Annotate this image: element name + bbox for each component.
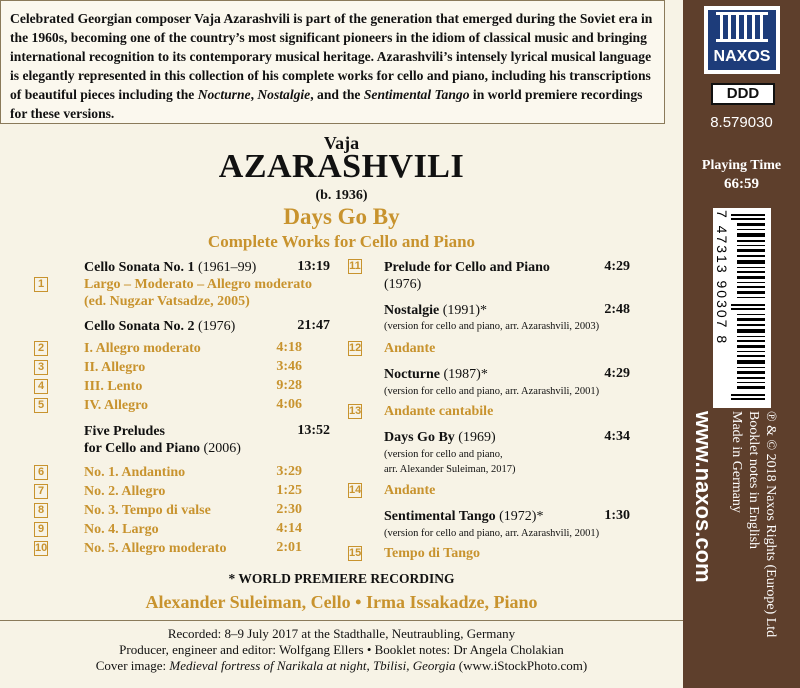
- work-heading: [384, 508, 543, 525]
- composer-first-name: Vaja: [323, 133, 360, 153]
- work-title: for Cello and Piano: [84, 441, 201, 456]
- track-number: 5: [34, 398, 48, 413]
- track-title: No. 1. Andantino: [84, 465, 186, 480]
- work-heading: [384, 429, 496, 446]
- track-title: Andante cantabile: [384, 404, 494, 419]
- work-heading: [84, 259, 256, 276]
- track-number: 8: [34, 503, 48, 518]
- credits-block: [0, 620, 683, 688]
- playing-time-label: Playing Time: [701, 158, 782, 173]
- track-title: III. Lento: [84, 379, 143, 394]
- track-number: 1: [34, 277, 48, 292]
- work-note: (version for cello and piano, arr. Azarashvili, 2001): [384, 386, 600, 397]
- composer-last-name: AZARASHVILI: [218, 148, 465, 185]
- track-time: 3:46: [276, 359, 302, 374]
- performers: Alexander Suleiman, Cello • Irma Issakadze, Piano: [145, 592, 538, 612]
- work-time: 4:29: [604, 259, 630, 274]
- track-title: No. 2. Allegro: [84, 484, 166, 499]
- track-title: Andante: [384, 483, 436, 498]
- playing-time-value: 66:59: [724, 176, 759, 192]
- intro-sep: ,: [250, 87, 258, 102]
- work-years: (1961–99): [194, 260, 257, 275]
- work-title: Nocturne: [384, 367, 440, 382]
- catalog-number: 8.579030: [710, 114, 773, 131]
- copyright-line: ℗ & © 2018 Naxos Rights (Europe) Ltd: [763, 411, 778, 638]
- track-title: II. Allegro: [84, 360, 146, 375]
- work-years: (2006): [200, 441, 241, 456]
- work-title: Prelude for Cello and Piano: [384, 260, 550, 275]
- legal-text: [728, 411, 779, 637]
- track-time: 2:01: [276, 540, 302, 555]
- track-number: 13: [349, 405, 362, 417]
- track-subtitle: (ed. Nugzar Vatsadze, 2005): [84, 294, 250, 309]
- work-time: 13:52: [297, 423, 330, 438]
- world-premiere-note: * WORLD PREMIERE RECORDING: [228, 571, 455, 586]
- track-time: 4:14: [276, 521, 302, 536]
- track-title: Tempo di Tango: [384, 546, 480, 561]
- work-time: 4:34: [604, 429, 630, 444]
- intro-nostalgie: Nostalgie: [257, 87, 311, 102]
- intro-text: Celebrated Georgian composer Vaja Azarashvili is part of the generation that emerged during the Soviet era in the 1960s, becoming one of the country’s most significant pioneers in the idiom of classical music and bringing international recognition to its contemporary musical heritage. Azarashvili’s intensely lyrical musical language is elegantly represented in this collection of his complete works for cello and piano, including his transcriptions of beautiful pieces including the: [10, 11, 653, 102]
- track-number: 6: [34, 465, 48, 480]
- track-time: 2:30: [276, 502, 302, 517]
- work-heading: [84, 440, 241, 457]
- logo-text: NAXOS: [713, 48, 771, 65]
- track-title: I. Allegro moderato: [84, 341, 201, 356]
- recorded-line: Recorded: 8–9 July 2017 at the Stadthalle, Neutraubling, Germany: [167, 626, 516, 641]
- track-title: Largo – Moderato – Allegro moderato: [84, 277, 312, 292]
- track-number: 2: [34, 341, 48, 356]
- composer-dates: (b. 1936): [315, 188, 368, 203]
- intro-text-end: in world premiere recordings for these versions.: [10, 87, 643, 121]
- work-title: Cello Sonata No. 1: [84, 260, 195, 275]
- track-title: IV. Allegro: [84, 398, 149, 413]
- track-title: No. 4. Largo: [84, 522, 159, 537]
- work-time: 2:48: [604, 302, 630, 317]
- track-number: 14: [349, 484, 362, 496]
- track-number: 15: [349, 547, 362, 559]
- track-number: 11: [349, 260, 361, 272]
- cover-title: Medieval fortress of Narikala at night, Tbilisi, Georgia: [169, 658, 456, 673]
- track-number: 12: [349, 342, 362, 354]
- intro-sep: , and the: [310, 87, 364, 102]
- intro-tango: Sentimental Tango: [363, 87, 470, 102]
- track-title: No. 5. Allegro moderato: [84, 541, 227, 556]
- track-time: 3:29: [276, 464, 302, 479]
- work-note: arr. Alexander Suleiman, 2017): [384, 464, 516, 475]
- website-url[interactable]: www.naxos.com: [691, 411, 716, 583]
- work-heading: [84, 318, 235, 335]
- track-number: 10: [35, 542, 48, 554]
- track-title: No. 3. Tempo di valse: [84, 503, 211, 518]
- work-title: Sentimental Tango: [384, 509, 496, 524]
- work-time: 13:19: [297, 259, 330, 274]
- producer-line: Producer, engineer and editor: Wolfgang Ellers • Booklet notes: Dr Angela Cholakian: [119, 642, 564, 657]
- ddd-badge: DDD: [711, 83, 775, 105]
- work-years: (1976): [384, 277, 422, 292]
- work-time: 1:30: [604, 508, 630, 523]
- track-time: 4:06: [276, 397, 302, 412]
- album-title: Days Go By: [283, 204, 400, 229]
- work-time: 4:29: [604, 366, 630, 381]
- work-title: Nostalgie: [384, 303, 440, 318]
- work-title: Days Go By: [384, 430, 455, 445]
- track-time: 1:25: [276, 483, 302, 498]
- cover-source: (www.iStockPhoto.com): [455, 658, 588, 673]
- track-time: 9:28: [276, 378, 302, 393]
- work-note: (version for cello and piano, arr. Azarashvili, 2003): [384, 321, 600, 332]
- work-heading: [384, 302, 487, 319]
- cover-line: [0, 658, 683, 674]
- work-years: (1991)*: [439, 303, 488, 318]
- work-years: (1976): [194, 319, 236, 334]
- work-title: Five Preludes: [84, 424, 166, 439]
- work-heading: [384, 366, 488, 383]
- intro-text-box: [0, 0, 665, 124]
- track-title: Andante: [384, 341, 436, 356]
- work-note: (version for cello and piano,: [384, 449, 503, 460]
- cover-label: Cover image:: [95, 658, 170, 673]
- track-number: 9: [34, 522, 48, 537]
- work-years: (1972)*: [495, 509, 544, 524]
- work-title: Cello Sonata No. 2: [84, 319, 195, 334]
- work-note: (version for cello and piano, arr. Azarashvili, 2001): [384, 528, 600, 539]
- track-number: 4: [34, 379, 48, 394]
- naxos-logo: [704, 6, 780, 74]
- work-years: (1987)*: [440, 367, 488, 382]
- intro-nocturne: Nocturne: [197, 87, 251, 102]
- album-subtitle: Complete Works for Cello and Piano: [207, 232, 476, 251]
- booklet-language-line: Booklet notes in English: [746, 411, 761, 550]
- barcode: [713, 208, 771, 408]
- track-number: 7: [34, 484, 48, 499]
- work-years: (1969): [454, 430, 496, 445]
- side-panel: [683, 0, 800, 688]
- barcode-digits: 7 47313 90307 8: [714, 210, 730, 346]
- made-in-line: Made in Germany: [729, 411, 744, 513]
- track-number: 3: [34, 360, 48, 375]
- track-time: 4:18: [276, 340, 302, 355]
- work-time: 21:47: [297, 318, 330, 333]
